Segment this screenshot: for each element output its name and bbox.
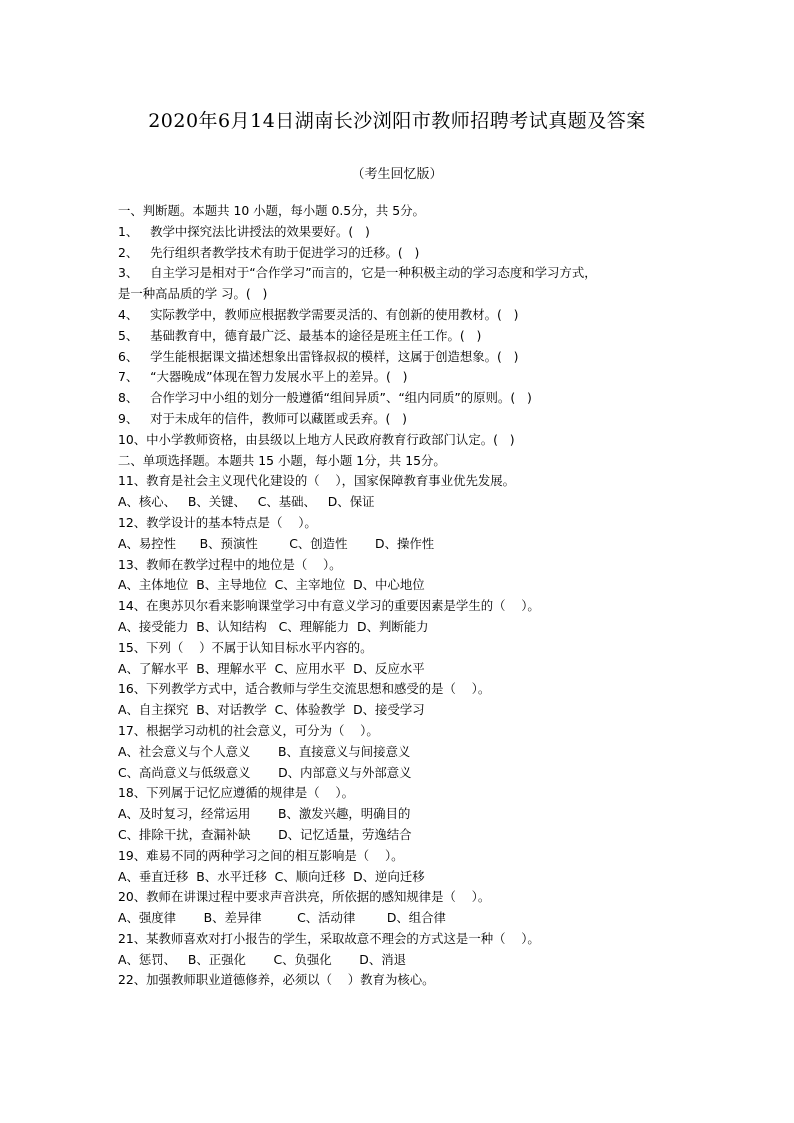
question-17-options-ab: A、社会意义与个人意义 B、直接意义与间接意义 bbox=[118, 743, 411, 759]
question-22: 22、加强教师职业道德修养，必须以（ ）教育为核心。 bbox=[118, 972, 435, 988]
question-4: 4、 实际教学中，教师应根据教学需要灵活的、有创新的使用教材。( ) bbox=[118, 306, 519, 322]
question-10: 10、中小学教师资格，由县级以上地方人民政府教育行政部门认定。( ) bbox=[118, 431, 515, 447]
question-13-options: A、主体地位 B、主导地位 C、主宰地位 D、中心地位 bbox=[118, 577, 425, 593]
question-17: 17、根据学习动机的社会意义，可分为（ ）。 bbox=[118, 722, 379, 738]
question-11-options: A、核心、 B、关键、 C、基础、 D、保证 bbox=[118, 494, 375, 510]
question-20: 20、教师在讲课过程中要求声音洪亮，所依据的感知规律是（ ）。 bbox=[118, 889, 491, 905]
question-17-options-cd: C、高尚意义与低级意义 D、内部意义与外部意义 bbox=[118, 764, 412, 780]
question-16: 16、下列教学方式中，适合教师与学生交流思想和感受的是（ ）。 bbox=[118, 681, 491, 697]
question-21-options: A、惩罚、 B、正强化 C、负强化 D、消退 bbox=[118, 951, 406, 967]
document-body bbox=[118, 201, 678, 991]
document-title: 2020年6月14日湖南长沙浏阳市教师招聘考试真题及答案 bbox=[148, 110, 646, 132]
question-7: 7、 “大器晚成”体现在智力发展水平上的差异。( ) bbox=[118, 369, 408, 385]
document-subtitle: （考生回忆版） bbox=[351, 167, 443, 182]
section-heading-judgement: 一、判断题。本题共 10 小题，每小题 0.5分，共 5分。 bbox=[118, 203, 425, 218]
question-21: 21、某教师喜欢对打小报告的学生，采取故意不理会的方式这是一种（ ）。 bbox=[118, 930, 540, 946]
question-16-options: A、自主探究 B、对话教学 C、体验教学 D、接受学习 bbox=[118, 702, 425, 718]
question-19-options: A、垂直迁移 B、水平迁移 C、顺向迁移 D、逆向迁移 bbox=[118, 868, 425, 884]
question-6: 6、 学生能根据课文描述想象出雷锋叔叔的模样，这属于创造想象。( ) bbox=[118, 348, 519, 364]
question-15: 15、下列（ ）不属于认知目标水平内容的。 bbox=[118, 639, 373, 655]
section-heading-single-choice: 二、单项选择题。本题共 15 小题，每小题 1分，共 15分。 bbox=[118, 452, 446, 468]
question-19: 19、难易不同的两种学习之间的相互影响是（ ）。 bbox=[118, 847, 404, 863]
question-3: 3、 自主学习是相对于“合作学习”而言的，它是一种积极主动的学习态度和学习方式， bbox=[118, 265, 597, 281]
question-5: 5、 基础教育中，德育最广泛、最基本的途径是班主任工作。( ) bbox=[118, 327, 482, 343]
question-12-options: A、易控性 B、预演性 C、创造性 D、操作性 bbox=[118, 535, 435, 551]
question-18: 18、下列属于记忆应遵循的规律是（ ）。 bbox=[118, 785, 354, 801]
question-3-continued: 是一种高品质的学 习。( ) bbox=[118, 286, 268, 302]
question-18-options-cd: C、排除干扰，查漏补缺 D、记忆适量，劳逸结合 bbox=[118, 826, 412, 842]
question-20-options: A、强度律 B、差异律 C、活动律 D、组合律 bbox=[118, 910, 446, 926]
question-2: 2、 先行组织者教学技术有助于促进学习的迁移。( ) bbox=[118, 244, 420, 260]
question-1: 1、 教学中探究法比讲授法的效果要好。( ) bbox=[118, 223, 370, 239]
question-15-options: A、了解水平 B、理解水平 C、应用水平 D、反应水平 bbox=[118, 660, 425, 676]
question-14: 14、在奥苏贝尔看来影响课堂学习中有意义学习的重要因素是学生的（ ）。 bbox=[118, 598, 540, 614]
question-11: 11、教育是社会主义现代化建设的（ ），国家保障教育事业优先发展。 bbox=[118, 473, 516, 489]
question-13: 13、教师在教学过程中的地位是（ ）。 bbox=[118, 556, 342, 572]
question-18-options-ab: A、及时复习，经常运用 B、激发兴趣，明确目的 bbox=[118, 806, 411, 822]
question-9: 9、 对于未成年的信件，教师可以藏匿或丢弃。( ) bbox=[118, 410, 407, 426]
question-8: 8、 合作学习中小组的划分一般遵循“组间异质”、“组内同质”的原则。( ) bbox=[118, 390, 532, 406]
question-14-options: A、接受能力 B、认知结构 C、理解能力 D、判断能力 bbox=[118, 618, 429, 634]
question-12: 12、教学设计的基本特点是（ ）。 bbox=[118, 514, 317, 530]
